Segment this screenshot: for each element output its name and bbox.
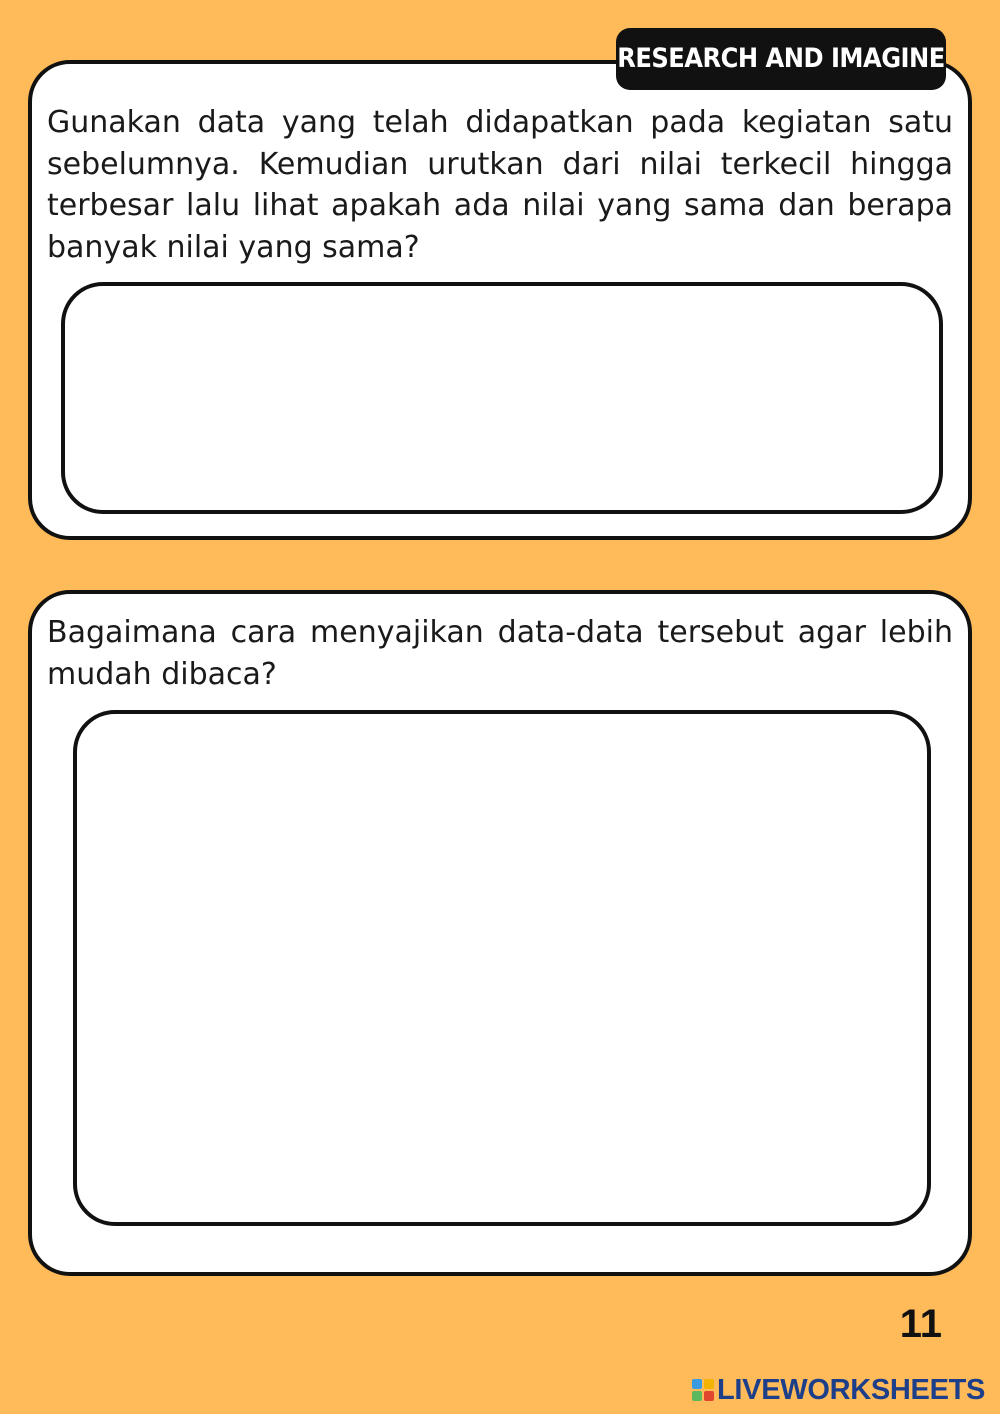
question-card-1 [28, 60, 972, 540]
logo-square-green [692, 1391, 702, 1401]
logo-square-red [704, 1391, 714, 1401]
brand-logo [692, 1371, 985, 1409]
page-number: 11 [899, 1302, 942, 1346]
answer-box-2[interactable] [73, 710, 931, 1226]
question-2-text: Bagaimana cara menyajikan data-data tersebut agar lebih mudah dibaca? [47, 615, 953, 692]
logo-square-yellow [704, 1379, 714, 1389]
section-tag: RESEARCH AND IMAGINE [616, 28, 946, 90]
question-1-text: Gunakan data yang telah didapatkan pada kegiatan satu sebelumnya. Kemudian urutkan dari nilai terkecil hingga terbesar lalu lihat apakah ada nilai yang sama dan berapa banyak nilai yang sama? [47, 105, 953, 265]
answer-box-1[interactable] [61, 282, 943, 514]
question-card-2 [28, 590, 972, 1276]
logo-square-blue [692, 1379, 702, 1389]
liveworksheets-logo-icon [692, 1379, 714, 1401]
brand-name: LIVEWORKSHEETS [717, 1373, 986, 1406]
